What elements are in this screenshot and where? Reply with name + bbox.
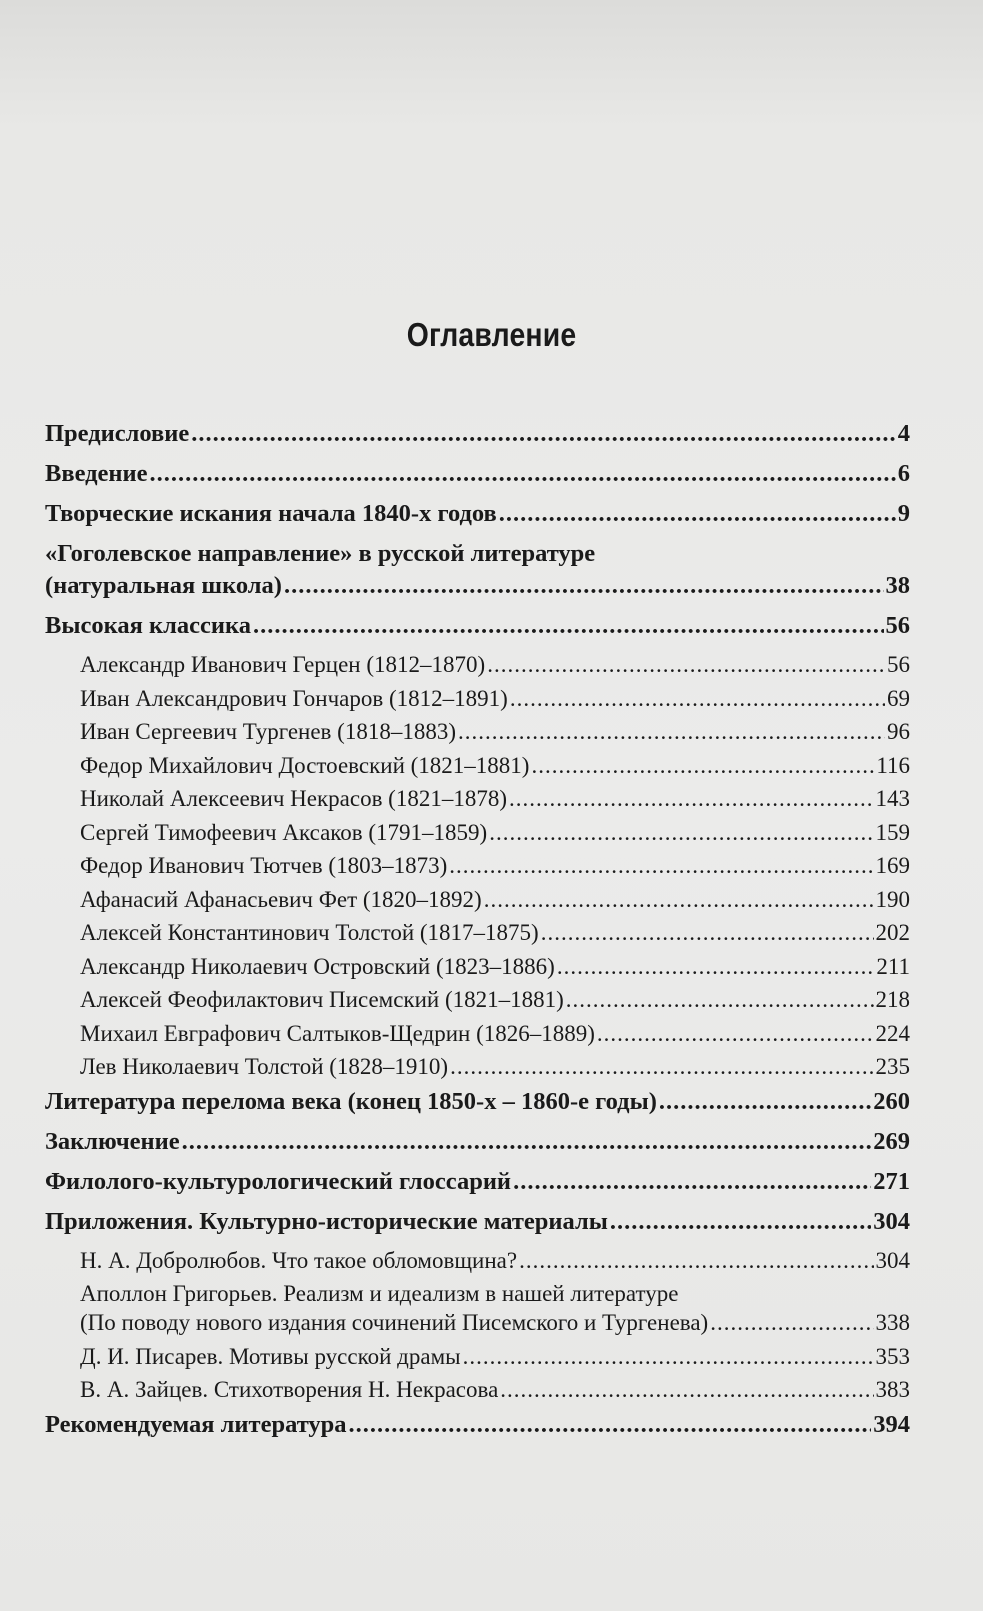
toc-entry-label: Александр Иванович Герцен (1812–1870) — [80, 652, 486, 677]
toc-subentry-grigoriev[interactable] — [45, 1310, 910, 1344]
table-of-contents — [45, 420, 910, 1451]
toc-page-number: 224 — [875, 1020, 910, 1046]
toc-page-number: 218 — [875, 987, 910, 1012]
dot-leader — [610, 1208, 871, 1236]
dot-leader — [659, 1088, 871, 1116]
toc-page-number: 269 — [873, 1127, 910, 1155]
toc-entry-label: Предисловие — [45, 420, 190, 447]
toc-subentry-ak-tolstoy[interactable] — [45, 920, 910, 954]
toc-page-number: 202 — [875, 920, 910, 945]
toc-page-number: 38 — [885, 572, 910, 599]
toc-page-number: 96 — [887, 719, 910, 744]
dot-leader — [450, 1054, 873, 1080]
toc-entry-label: Высокая классика — [45, 612, 251, 639]
toc-entry-label: Сергей Тимофеевич Аксаков (1791–1859) — [80, 819, 488, 845]
toc-entry-glossary[interactable] — [45, 1168, 910, 1208]
toc-page-number: 4 — [897, 420, 910, 447]
toc-entry-label: Д. И. Писарев. Мотивы русской драмы — [80, 1343, 461, 1369]
toc-entry-label: Михаил Евграфович Салтыков-Щедрин (1826–1889) — [80, 1020, 595, 1046]
dot-leader — [489, 820, 873, 846]
dot-leader — [349, 1411, 872, 1439]
toc-entry-introduction[interactable] — [45, 460, 910, 500]
dot-leader — [150, 460, 896, 488]
toc-page-number: 159 — [875, 819, 910, 845]
dot-leader — [463, 1344, 874, 1370]
dot-leader — [519, 1248, 873, 1274]
toc-page-number: 56 — [887, 652, 910, 677]
toc-entry-label: (натуральная школа) — [45, 572, 282, 599]
toc-entry-label: (По поводу нового издания сочинений Писемского и Тургенева) — [80, 1310, 709, 1335]
dot-leader — [597, 1021, 874, 1047]
toc-subentry-pisemsky[interactable] — [45, 987, 910, 1021]
toc-subentry-ln-tolstoy[interactable] — [45, 1054, 910, 1088]
dot-leader — [541, 920, 874, 946]
dot-leader — [284, 572, 884, 600]
toc-entry-appendices[interactable] — [45, 1208, 910, 1248]
toc-page-number: 304 — [873, 1207, 910, 1235]
toc-entry-label: Литература перелома века (конец 1850-х – 1860-е годы) — [45, 1087, 657, 1115]
toc-subentry-goncharov[interactable] — [45, 686, 910, 720]
toc-entry-preface[interactable] — [45, 420, 910, 460]
toc-subentry-turgenev[interactable] — [45, 719, 910, 753]
toc-subentry-ostrovsky[interactable] — [45, 954, 910, 988]
toc-subentry-zaitsev[interactable] — [45, 1377, 910, 1411]
toc-subentry-saltykov[interactable] — [45, 1021, 910, 1055]
toc-subentry-grigoriev-line1[interactable] — [45, 1281, 910, 1310]
dot-leader — [458, 719, 885, 745]
dot-leader — [191, 420, 896, 448]
toc-entry-label: «Гоголевское направление» в русской литературе — [45, 540, 596, 567]
toc-subentry-tyutchev[interactable] — [45, 853, 910, 887]
toc-entry-label: Иван Александрович Гончаров (1812–1891) — [80, 685, 508, 711]
toc-entry-label: Федор Михайлович Достоевский (1821–1881) — [80, 752, 530, 778]
toc-entry-label: Лев Николаевич Толстой (1828–1910) — [80, 1054, 449, 1079]
toc-subentry-aksakov[interactable] — [45, 820, 910, 854]
toc-entry-label: Приложения. Культурно-исторические материалы — [45, 1207, 608, 1235]
toc-page-number: 338 — [875, 1310, 910, 1335]
dot-leader — [253, 612, 884, 640]
toc-page-number: 304 — [875, 1247, 910, 1273]
toc-page-number: 56 — [885, 612, 910, 639]
toc-subentry-pisarev[interactable] — [45, 1344, 910, 1378]
toc-page-number: 143 — [875, 786, 910, 811]
toc-page-number: 169 — [875, 853, 910, 878]
dot-leader — [182, 1128, 872, 1156]
toc-page-number: 9 — [897, 500, 910, 527]
dot-leader — [566, 987, 874, 1013]
toc-entry-conclusion[interactable] — [45, 1128, 910, 1168]
dot-leader — [487, 652, 885, 678]
toc-entry-recommended-reading[interactable] — [45, 1411, 910, 1451]
toc-page-number: 394 — [873, 1410, 910, 1438]
toc-entry-label: Введение — [45, 460, 148, 487]
dot-leader — [509, 786, 874, 812]
dot-leader — [513, 1168, 871, 1196]
toc-entry-1840s[interactable] — [45, 500, 910, 540]
dot-leader — [710, 1310, 873, 1336]
toc-entry-gogol[interactable] — [45, 572, 910, 612]
toc-page-number: 69 — [887, 685, 910, 711]
toc-entry-label: Николай Алексеевич Некрасов (1821–1878) — [80, 786, 507, 811]
toc-subentry-dobrolyubov[interactable] — [45, 1248, 910, 1282]
toc-page-number: 116 — [876, 752, 910, 778]
toc-entry-label: Федор Иванович Тютчев (1803–1873) — [80, 853, 448, 878]
toc-subentry-fet[interactable] — [45, 887, 910, 921]
toc-entry-high-classics[interactable] — [45, 612, 910, 652]
toc-entry-label: В. А. Зайцев. Стихотворения Н. Некрасова — [80, 1377, 499, 1402]
toc-page-number: 260 — [873, 1087, 910, 1115]
toc-page-number: 353 — [875, 1343, 910, 1369]
toc-entry-label: Иван Сергеевич Тургенев (1818–1883) — [80, 719, 456, 744]
toc-page-number: 6 — [897, 460, 910, 487]
dot-leader — [531, 753, 874, 779]
dot-leader — [449, 853, 873, 879]
toc-entry-label: Александр Николаевич Островский (1823–1886) — [80, 953, 555, 979]
page-title: Оглавление — [406, 316, 577, 353]
dot-leader — [510, 686, 885, 712]
toc-page-number: 190 — [875, 886, 910, 912]
toc-subentry-herzen[interactable] — [45, 652, 910, 686]
toc-entry-label: Алексей Феофилактович Писемский (1821–1881) — [80, 987, 564, 1012]
dot-leader — [499, 500, 896, 528]
toc-entry-label: Творческие искания начала 1840-х годов — [45, 500, 497, 527]
toc-page-number: 235 — [875, 1054, 910, 1079]
toc-subentry-dostoevsky[interactable] — [45, 753, 910, 787]
toc-entry-label: Рекомендуемая литература — [45, 1410, 347, 1438]
dot-leader — [557, 954, 875, 980]
toc-entry-label: Афанасий Афанасьевич Фет (1820–1892) — [80, 886, 482, 912]
dot-leader — [500, 1377, 873, 1403]
toc-page-number: 271 — [873, 1167, 910, 1195]
toc-page-number: 211 — [876, 953, 910, 979]
toc-entry-turn-of-century[interactable] — [45, 1088, 910, 1128]
dot-leader — [484, 887, 874, 913]
toc-entry-label: Аполлон Григорьев. Реализм и идеализм в нашей литературе — [80, 1281, 679, 1306]
toc-entry-label: Алексей Константинович Толстой (1817–1875) — [80, 920, 539, 945]
toc-page-number: 383 — [875, 1377, 910, 1402]
toc-entry-label: Заключение — [45, 1127, 180, 1155]
toc-entry-label: Филолого-культурологический глоссарий — [45, 1167, 512, 1195]
toc-entry-gogol-line1[interactable] — [45, 540, 910, 572]
toc-subentry-nekrasov[interactable] — [45, 786, 910, 820]
toc-entry-label: Н. А. Добролюбов. Что такое обломовщина? — [80, 1247, 518, 1273]
